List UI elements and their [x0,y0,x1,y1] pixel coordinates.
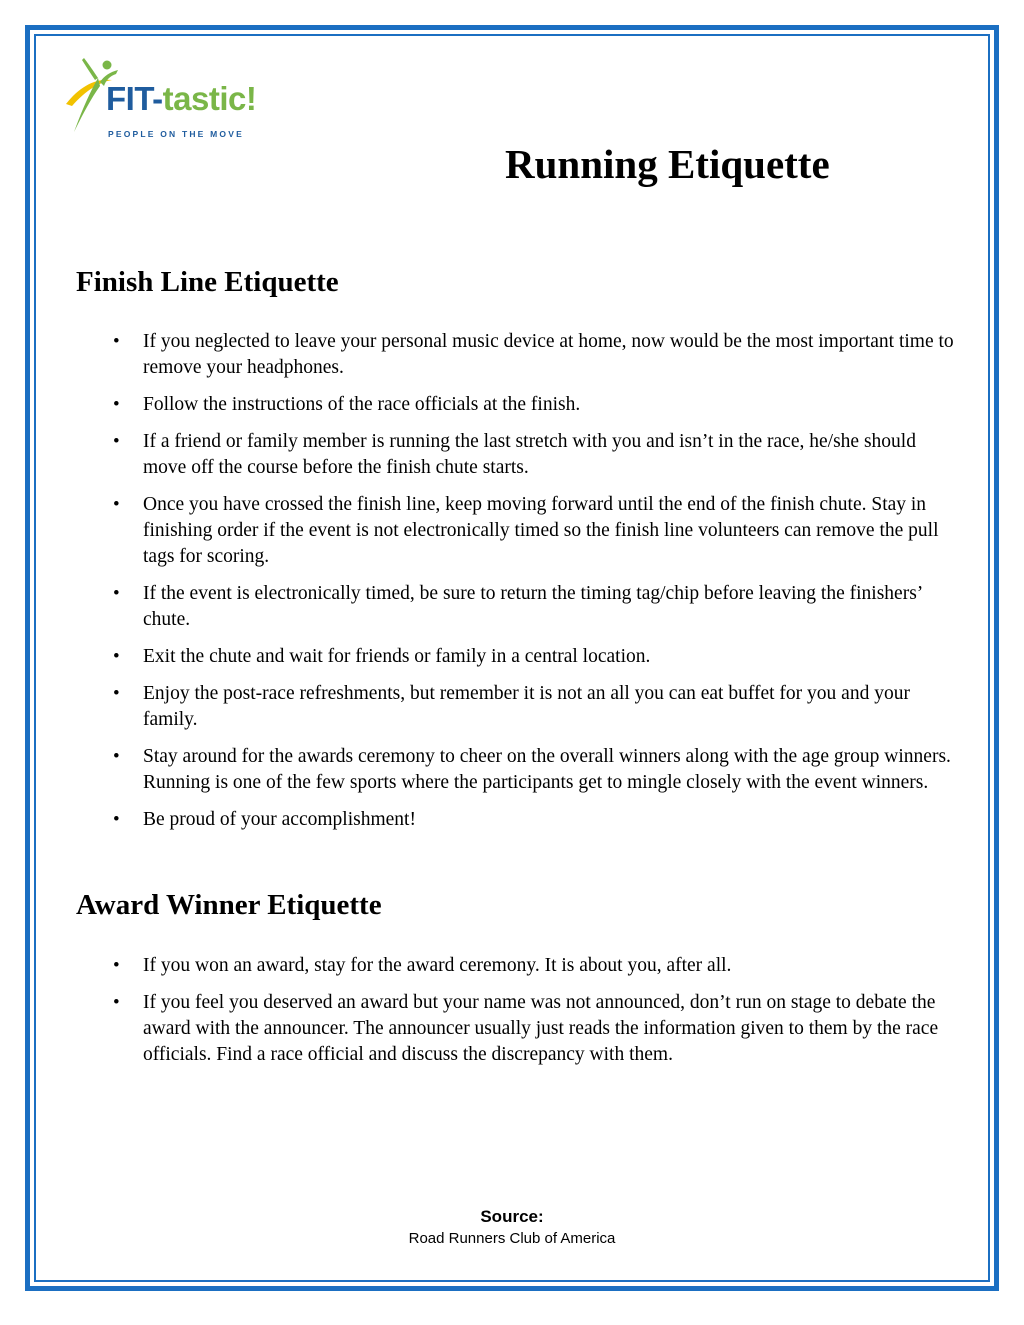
source-text: Road Runners Club of America [408,1230,616,1247]
list-item: • If you neglected to leave your personal music device at home, now would be the most important time to remove your headphones. [104,329,964,381]
list-item: • If the event is electronically timed, be sure to return the timing tag/chip before leaving the finishers’ chute. [104,581,964,633]
section-heading-finish-line: Finish Line Etiquette [76,266,339,298]
logo-wordmark-part2: tastic! [162,80,257,117]
document-title: Running Etiquette [505,141,830,187]
list-item: • If you won an award, stay for the award ceremony. It is about you, after all. [104,953,964,979]
list-item: • Once you have crossed the finish line, keep moving forward until the end of the finish chute. Stay in finishing order if the event is not electronically timed so the finish line volunteers can remove the pull tags for scoring. [104,492,964,570]
list-item: • If a friend or family member is running the last stretch with you and isn’t in the race, he/she should move off the course before the finish chute starts. [104,429,964,481]
finish-line-list [104,329,964,844]
list-item: • Stay around for the awards ceremony to cheer on the overall winners along with the age group winners. Running is one of the few sports where the participants get to mingle closely with the event winners. [104,744,964,796]
list-item: • Exit the chute and wait for friends or family in a central location. [104,644,964,670]
award-winner-list [104,953,964,1079]
list-item: • If you feel you deserved an award but your name was not announced, don’t run on stage to debate the award with the announcer. The announcer usually just reads the information given to them by the race officials. Find a race official and discuss the discrepancy with them. [104,990,964,1068]
logo-tagline: PEOPLE ON THE MOVE [108,129,244,139]
list-item: • Be proud of your accomplishment! [104,807,964,833]
list-item: • Follow the instructions of the race officials at the finish. [104,392,964,418]
list-item: • Enjoy the post-race refreshments, but remember it is not an all you can eat buffet for you and your family. [104,681,964,733]
source-label: Source: [480,1207,544,1226]
logo-wordmark [106,82,256,115]
section-heading-award-winner: Award Winner Etiquette [76,889,382,921]
logo-wordmark-part1: FIT- [106,80,163,117]
